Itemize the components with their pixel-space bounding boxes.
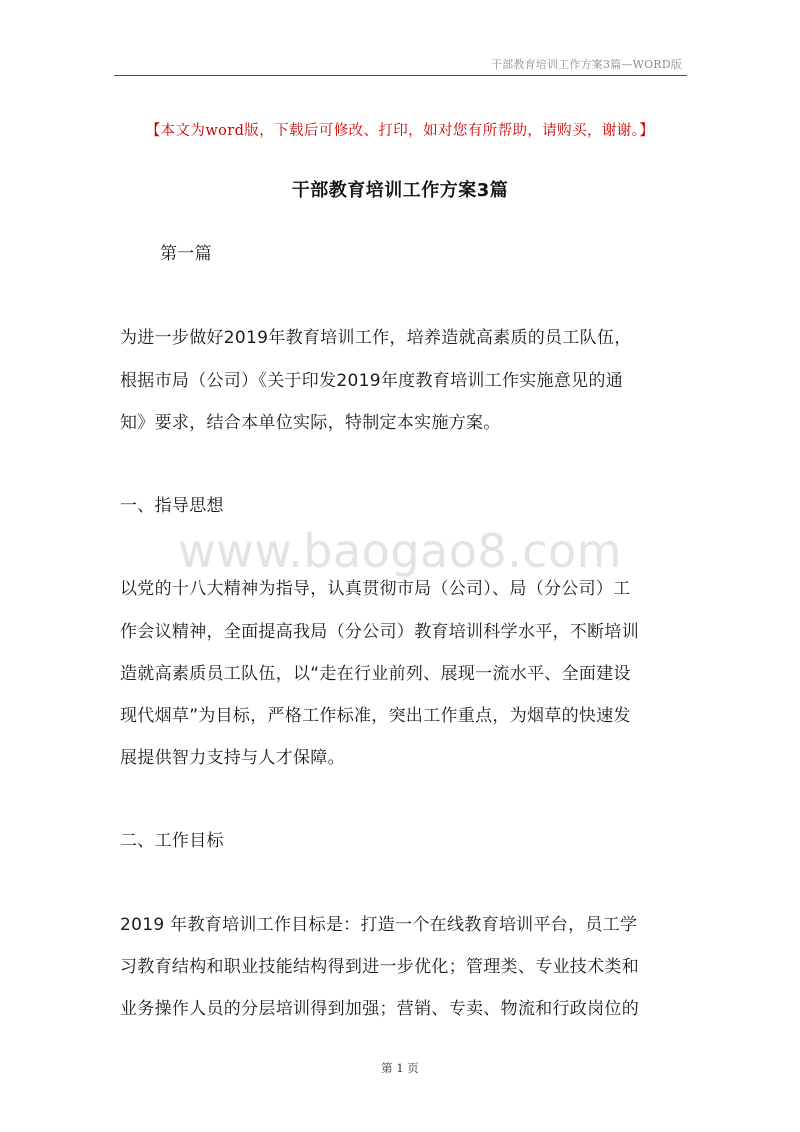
purchase-notice: 【本文为word版，下载后可修改、打印，如对您有所帮助，请购买，谢谢。】 <box>145 123 655 139</box>
section-label: 第一篇 <box>160 244 212 264</box>
intro-line: 根据市局（公司）《关于印发2019年度教育培训工作实施意见的通 <box>120 371 624 391</box>
paragraph-line: 习教育结构和职业技能结构得到进一步优化；管理类、专业技术类和 <box>120 957 639 977</box>
header-divider <box>114 75 687 76</box>
page-number: 第 1 页 <box>381 1061 419 1075</box>
section-heading-work-goals: 二、工作目标 <box>120 831 224 851</box>
paragraph-line: 作会议精神，全面提高我局（分公司）教育培训科学水平，不断培训 <box>120 622 639 642</box>
paragraph-line: 展提供智力支持与人才保障。 <box>120 748 345 768</box>
paragraph-line: 造就高素质员工队伍，以“走在行业前列、展现一流水平、全面建设 <box>120 664 631 684</box>
document-title: 干部教育培训工作方案3篇 <box>291 180 509 201</box>
paragraph-line: 业务操作人员的分层培训得到加强；营销、专卖、物流和行政岗位的 <box>120 999 639 1019</box>
paragraph-line: 现代烟草”为目标，严格工作标准，突出工作重点，为烟草的快速发 <box>120 706 631 726</box>
section-heading-guiding-ideology: 一、指导思想 <box>120 496 224 516</box>
paragraph-line: 2019 年教育培训工作目标是：打造一个在线教育培训平台，员工学 <box>120 915 638 935</box>
paragraph-line: 以党的十八大精神为指导，认真贯彻市局（公司）、局（分公司）工 <box>120 579 631 599</box>
intro-line: 知》要求，结合本单位实际，特制定本实施方案。 <box>120 413 501 433</box>
watermark: www.baogao8.com <box>178 524 622 578</box>
running-header: 干部教育培训工作方案3篇—WORD版 <box>490 58 682 71</box>
intro-line: 为进一步做好2019年教育培训工作，培养造就高素质的员工队伍， <box>120 328 632 348</box>
